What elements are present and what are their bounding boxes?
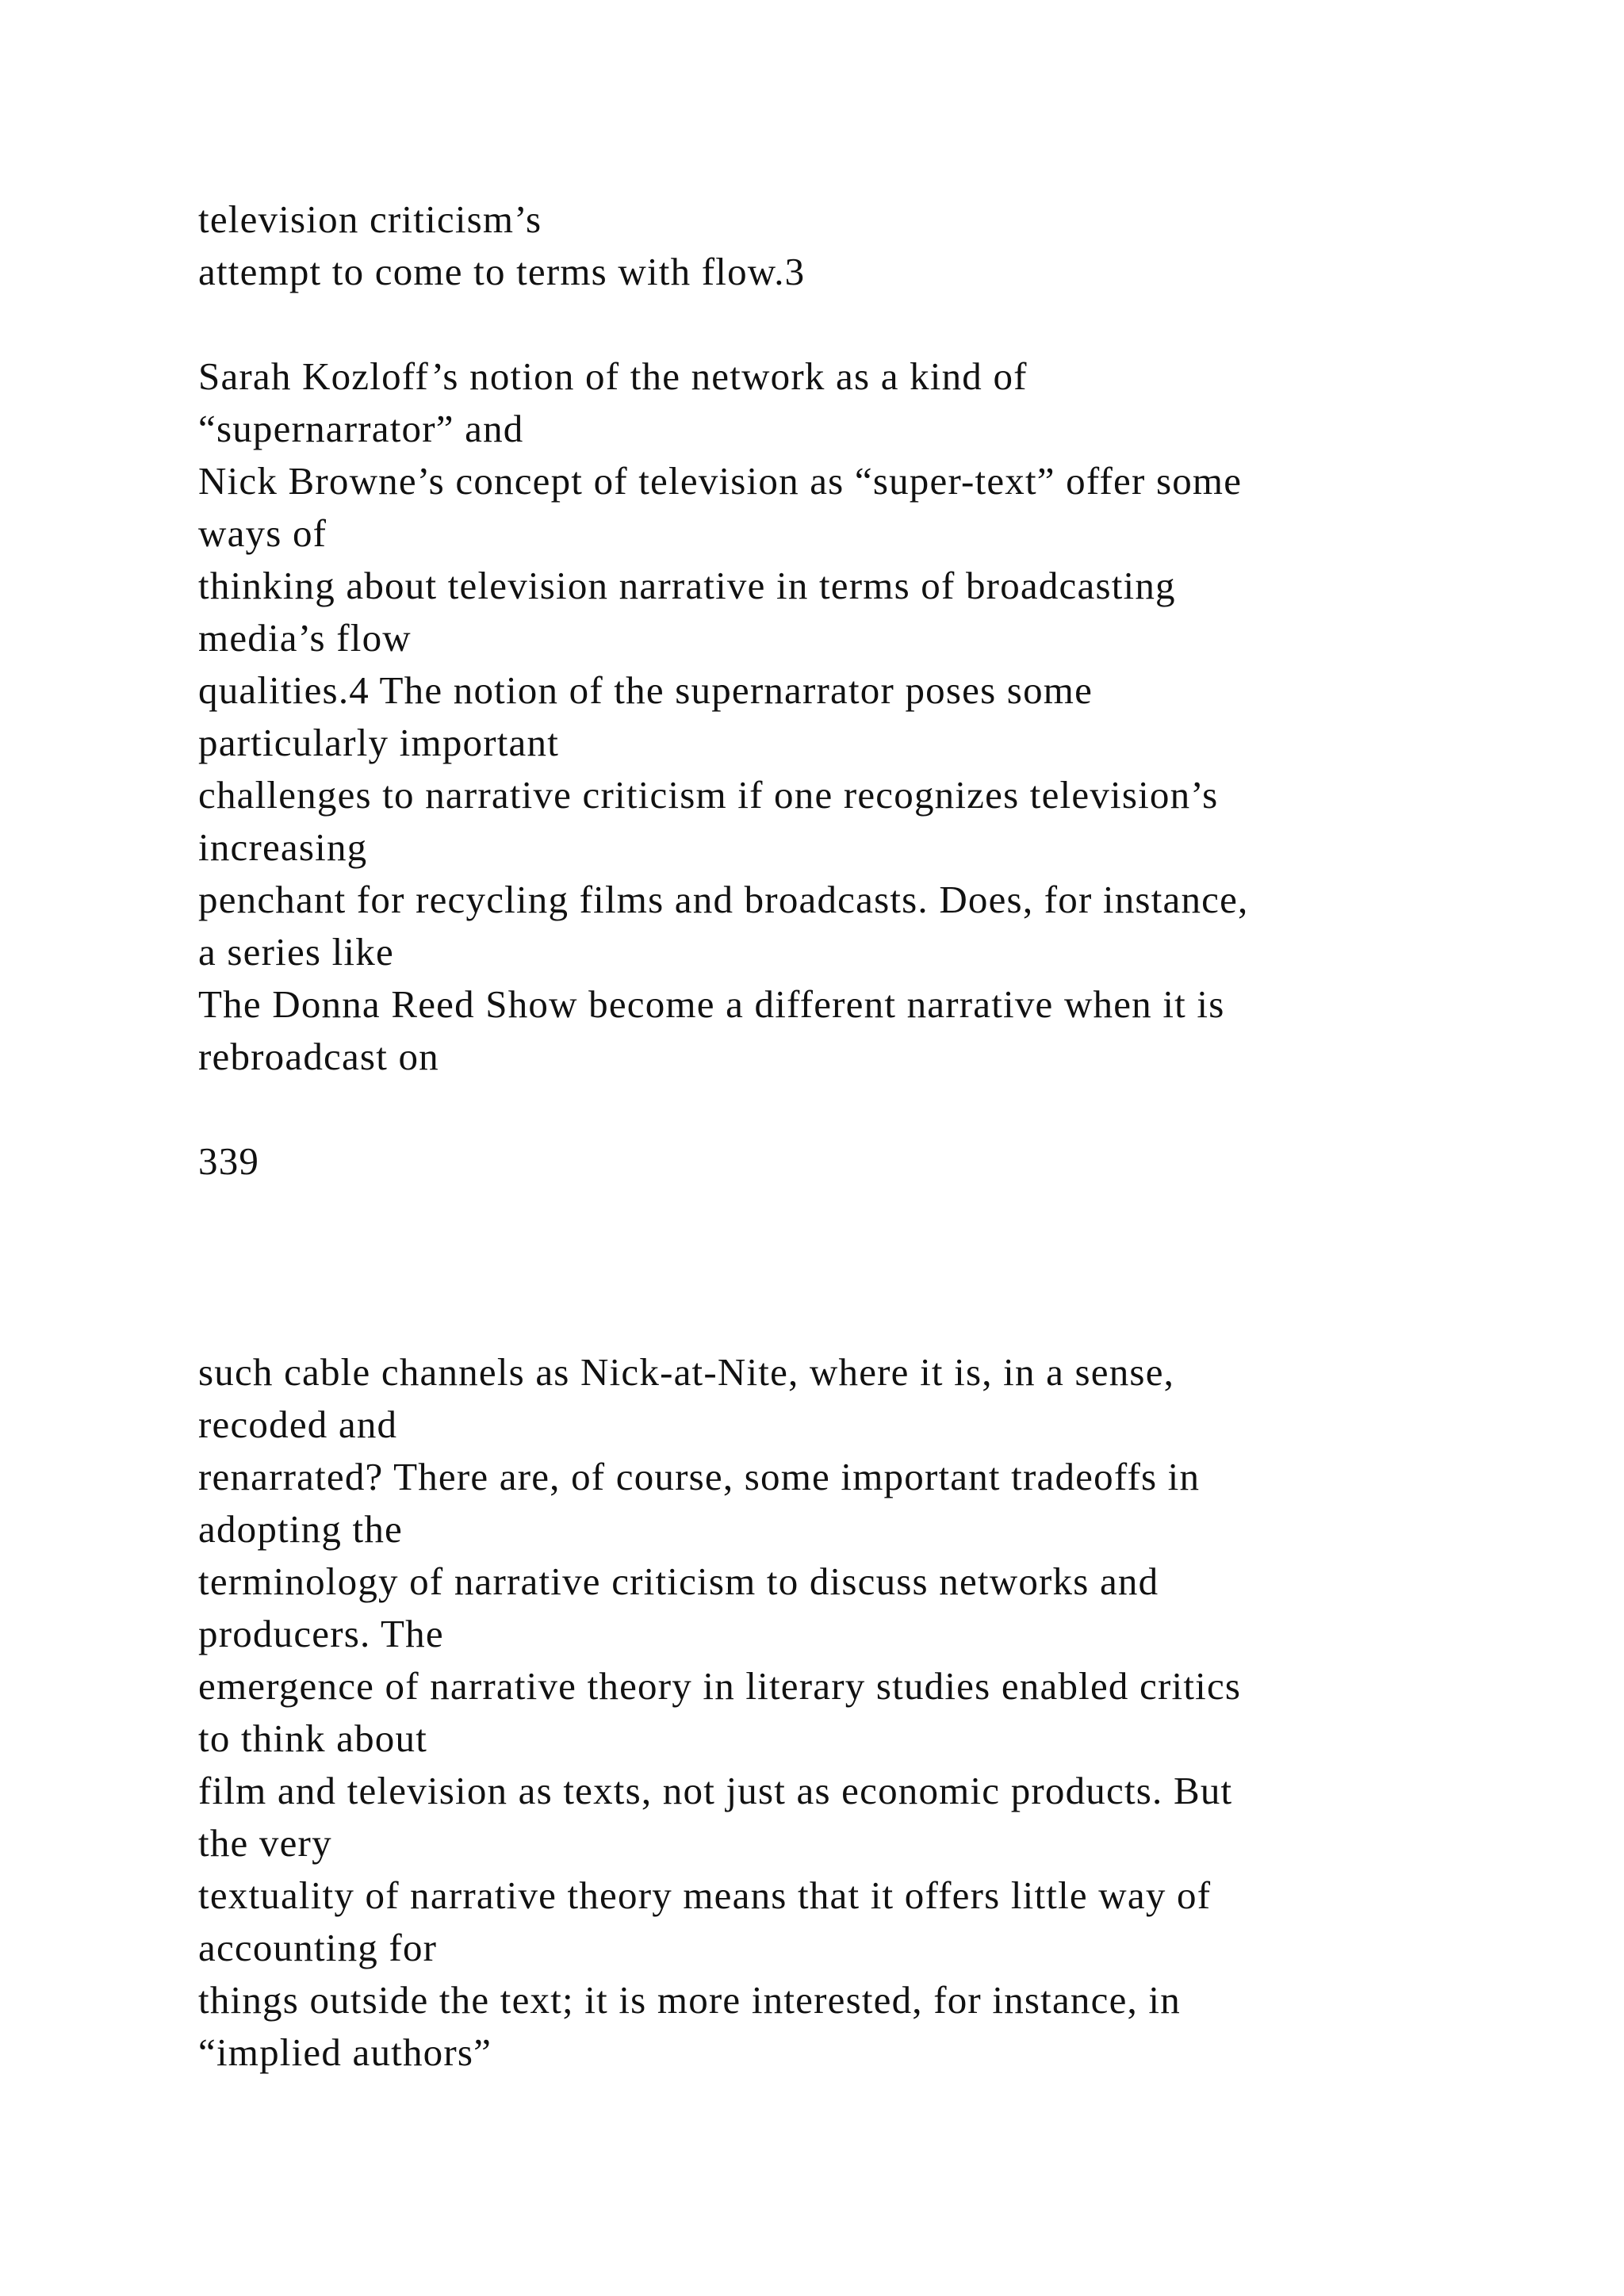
text-line: media’s flow [198,616,412,660]
text-line: qualities.4 The notion of the supernarrator poses some [198,668,1094,712]
text-line: The Donna Reed Show become a different narrative when it is [198,982,1225,1026]
text-line: the very [198,1821,332,1865]
text-line: renarrated? There are, of course, some important tradeoffs in [198,1455,1201,1498]
paragraph-spacer [198,1083,1483,1135]
text-line: ways of [198,511,327,555]
page-break-spacer [198,1188,1483,1346]
text-line: textuality of narrative theory means that it offers little way of [198,1873,1212,1917]
text-line: a series like [198,930,394,974]
text-line: recoded and [198,1402,398,1446]
text-line: television criticism’s [198,197,542,241]
text-line: rebroadcast on [198,1035,439,1078]
text-line: accounting for [198,1926,438,1969]
text-line: to think about [198,1716,428,1760]
text-line: such cable channels as Nick-at-Nite, where it is, in a sense, [198,1350,1175,1394]
text-line: particularly important [198,721,560,764]
text-line: increasing [198,825,368,869]
text-line: Sarah Kozloff’s notion of the network as a kind of [198,354,1028,398]
paragraph-spacer [198,298,1483,350]
text-line: Nick Browne’s concept of television as “super-text” offer some [198,459,1243,503]
text-line: film and television as texts, not just as economic products. But [198,1769,1233,1812]
text-line: adopting the [198,1507,403,1551]
page-number: 339 [198,1139,260,1183]
text-line: producers. The [198,1612,444,1655]
paragraph-1 [198,193,1483,298]
text-line: thinking about television narrative in terms of broadcasting [198,564,1176,607]
text-line: challenges to narrative criticism if one recognizes television’s [198,773,1219,817]
paragraph-2 [198,350,1483,1083]
text-line: things outside the text; it is more interested, for instance, in [198,1978,1181,2022]
text-line: “implied authors” [198,2030,492,2074]
paragraph-3 [198,1346,1483,2079]
text-line: “supernarrator” and [198,407,524,450]
text-line: attempt to come to terms with flow.3 [198,250,806,293]
text-line: terminology of narrative criticism to discuss networks and [198,1559,1159,1603]
document-page [198,193,1483,2079]
text-line: emergence of narrative theory in literary studies enabled critics [198,1664,1242,1708]
text-line: penchant for recycling films and broadcasts. Does, for instance, [198,878,1249,921]
